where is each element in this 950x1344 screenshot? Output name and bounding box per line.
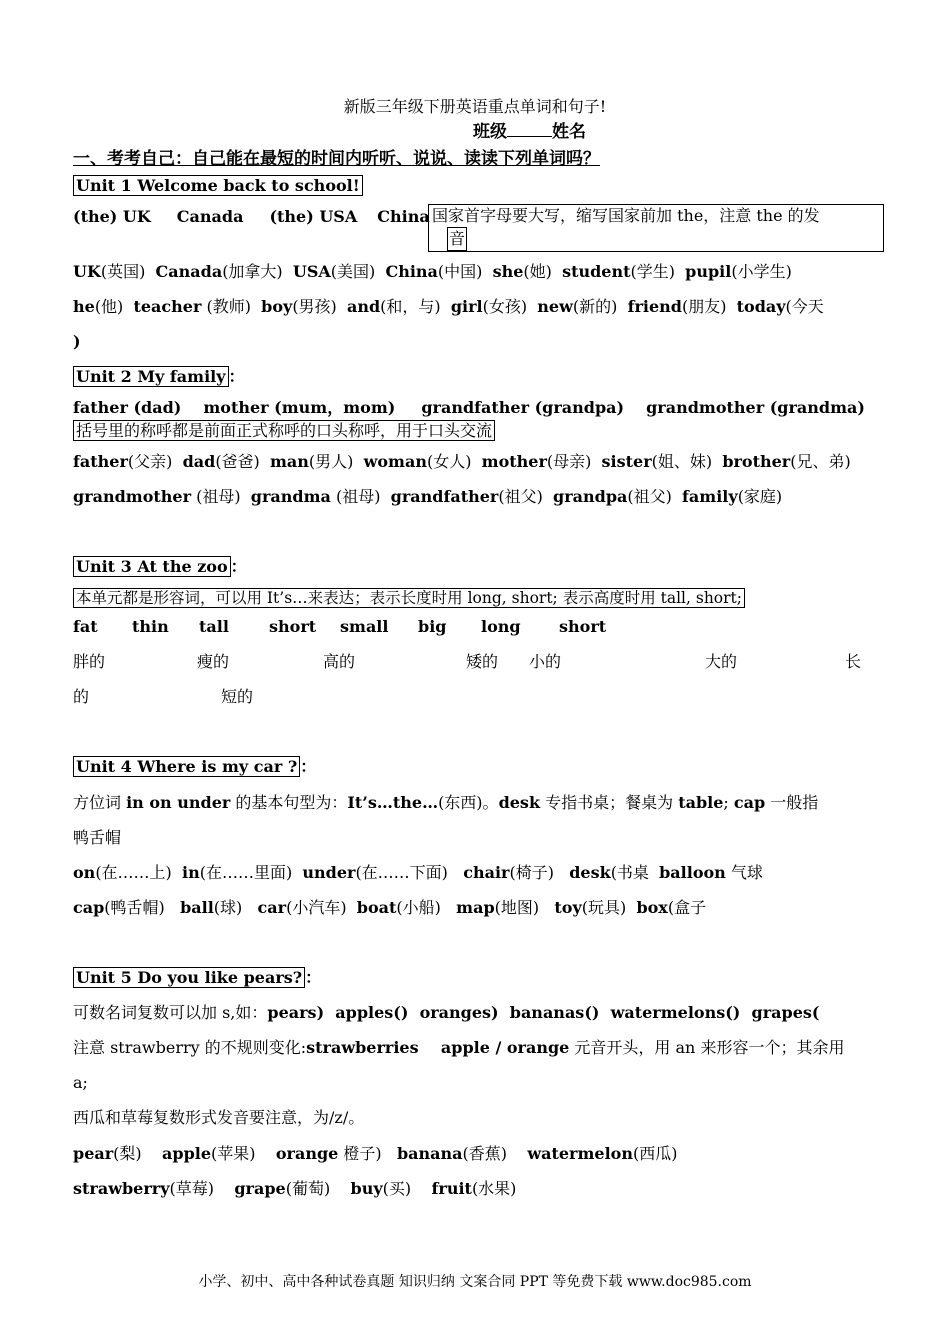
unit4-note-line2: 鸭舌帽: [73, 828, 122, 847]
adj-short: short: [269, 617, 317, 636]
unit5-words-line1: pear(梨) apple(苹果) orange 橙子) banana(香蕉) watermelon(西瓜): [73, 1144, 678, 1163]
unit1-countries: (the) UK Canada (the) USA China: [73, 207, 430, 226]
unit2-words-line2: grandmother (祖母) grandma (祖母) grandfather(祖父) grandpa(祖父) family(家庭): [73, 487, 783, 506]
unit4-heading: Unit 4 Where is my car ? ：: [73, 757, 316, 777]
page-title: 新版三年级下册英语重点单词和句子!: [343, 97, 607, 116]
unit4-words-line2: cap(鸭舌帽) ball(球) car(小汽车) boat(小船) map(地图) toy(玩具) box(盒子: [73, 898, 707, 917]
class-label: 班级: [473, 122, 507, 142]
class-name-line: [473, 117, 586, 142]
adj-big: big: [418, 617, 447, 636]
unit3-heading: Unit 3 At the zoo ：: [73, 557, 247, 577]
unit1-note: 国家首字母要大写，缩写国家前加 the，注意 the 的发 音: [428, 204, 884, 252]
unit1-wrap-end: ): [73, 332, 81, 351]
unit2-heading: Unit 2 My family ：: [73, 367, 245, 387]
adj-fat: fat: [73, 617, 98, 636]
adj-short-2: short: [559, 617, 607, 636]
unit5-words-line2: strawberry(草莓) grape(葡萄) buy(买) fruit(水果): [73, 1179, 517, 1198]
section-heading: 一、考考自己：自己能在最短的时间内听听、说说、读读下列单词吗？: [73, 149, 600, 169]
unit5-heading: Unit 5 Do you like pears? ：: [73, 968, 321, 988]
unit2-forms: father (dad) mother (mum，mom) grandfather (grandpa) grandmother (grandma): [73, 398, 865, 417]
unit5-pronunciation-note: 西瓜和草莓复数形式发音要注意，为/z/。: [73, 1108, 365, 1127]
unit2-note: 括号里的称呼都是前面正式称呼的口头称呼，用于口头交流: [73, 421, 495, 441]
unit4-note-line1: 方位词 in on under 的基本句型为：It’s…the…(东西)。desk 专指书桌；餐桌为 table; cap 一般指: [73, 793, 819, 812]
unit5-irregular-note-line2: a;: [73, 1073, 88, 1092]
unit1-heading: Unit 1 Welcome back to school!: [73, 176, 363, 196]
unit1-words-line1: UK(英国) Canada(加拿大) USA(美国) China(中国) she(她) student(学生) pupil(小学生): [73, 262, 792, 281]
unit5-irregular-note: 注意 strawberry 的不规则变化:strawberries apple / orange 元音开头，用 an 来形容一个；其余用: [73, 1038, 845, 1057]
unit3-note: 本单元都是形容词，可以用 It’s…来表达；表示长度时用 long, short; 表示高度时用 tall, short;: [73, 588, 745, 608]
adj-long: long: [481, 617, 521, 636]
page-footer: 小学、初中、高中各种试卷真题 知识归纳 文案合同 PPT 等免费下载 www.doc985.com: [198, 1274, 752, 1290]
unit2-words-line1: father(父亲) dad(爸爸) man(男人) woman(女人) mother(母亲) sister(姐、妹) brother(兄、弟): [73, 452, 851, 471]
unit4-words-line1: on(在……上) in(在……里面) under(在……下面) chair(椅子) desk(书桌 balloon 气球: [73, 863, 763, 882]
name-label: 姓名: [552, 122, 586, 142]
class-blank: [507, 122, 552, 137]
adj-thin: thin: [132, 617, 169, 636]
unit5-plural-note: 可数名词复数可以加 s,如：pears) apples() oranges) bananas() watermelons() grapes(: [73, 1003, 820, 1022]
unit1-words-line2: he(他) teacher (教师) boy(男孩) and(和，与) girl(女孩) new(新的) friend(朋友) today(今天: [73, 297, 824, 316]
adj-tall: tall: [199, 617, 229, 636]
adj-small: small: [340, 617, 389, 636]
